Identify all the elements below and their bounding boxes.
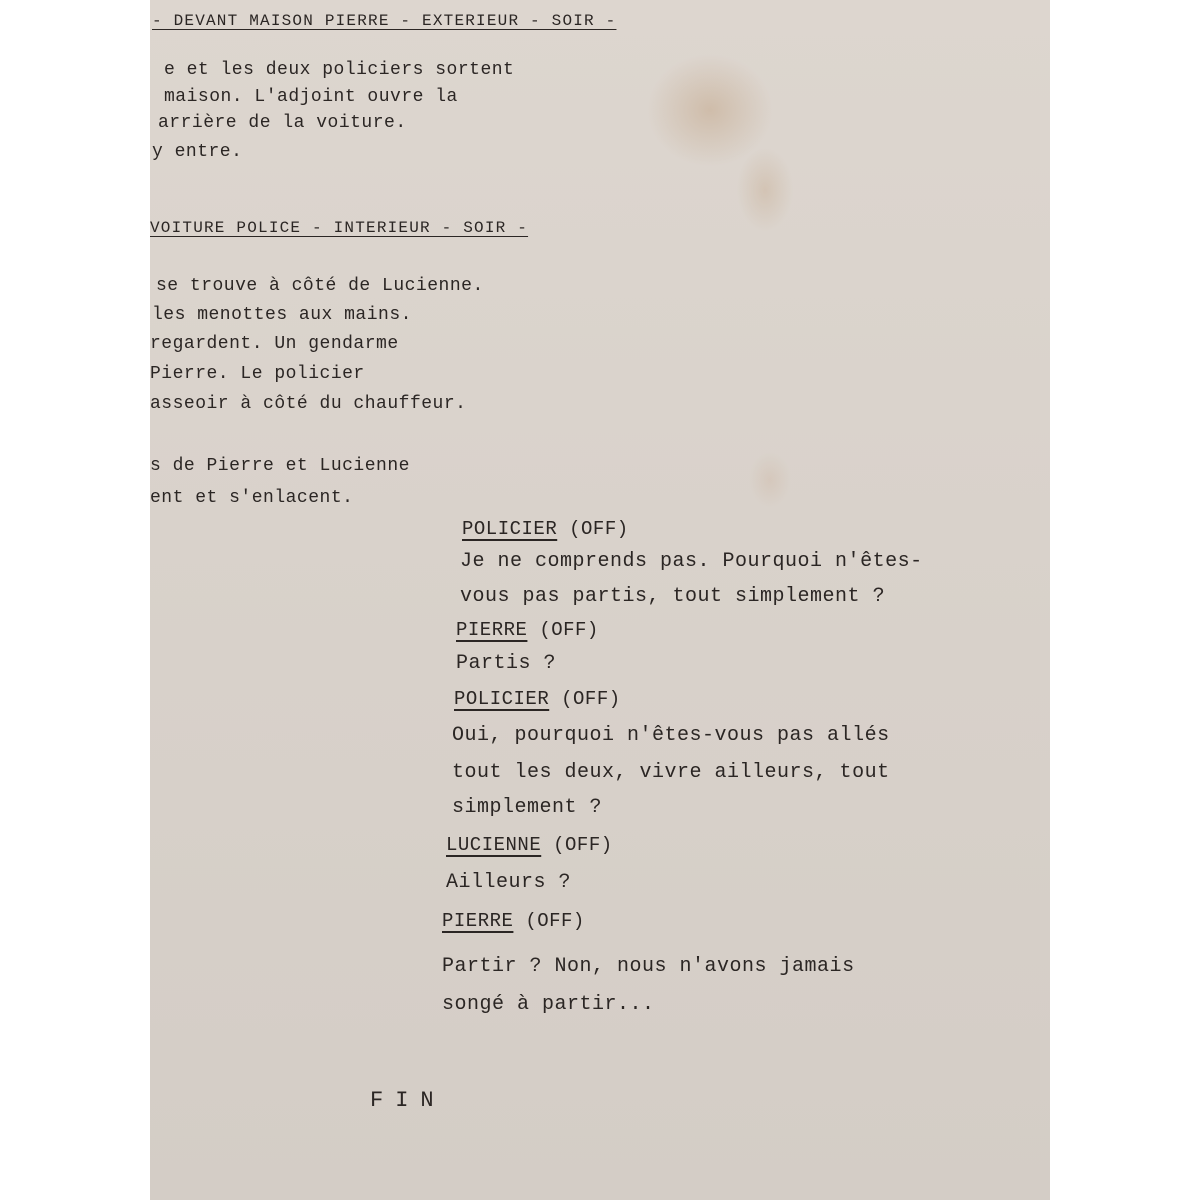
action-line: y entre. xyxy=(152,142,243,162)
dialogue-line: vous pas partis, tout simplement ? xyxy=(460,585,886,608)
action-line: maison. L'adjoint ouvre la xyxy=(164,87,458,107)
speaker-extension: (OFF) xyxy=(539,619,599,641)
action-line: ent et s'enlacent. xyxy=(150,488,354,508)
action-line: se trouve à côté de Lucienne. xyxy=(156,276,484,296)
dialogue-line: Partis ? xyxy=(456,652,557,675)
speaker-extension: (OFF) xyxy=(569,518,629,540)
end-marker: FIN xyxy=(370,1088,446,1113)
speaker-cue xyxy=(442,910,585,932)
action-line: Pierre. Le policier xyxy=(150,364,365,384)
speaker-extension: (OFF) xyxy=(561,688,621,710)
action-line: e et les deux policiers sortent xyxy=(164,60,515,80)
action-line: regardent. Un gendarme xyxy=(150,334,399,354)
speaker-extension: (OFF) xyxy=(525,910,585,932)
action-line: s de Pierre et Lucienne xyxy=(150,456,410,476)
speaker-cue xyxy=(454,688,621,710)
dialogue-line: Ailleurs ? xyxy=(446,871,572,894)
dialogue-line: Partir ? Non, nous n'avons jamais xyxy=(442,955,855,978)
dialogue-line: simplement ? xyxy=(452,796,603,819)
action-line: les menottes aux mains. xyxy=(152,305,412,325)
speaker-extension: (OFF) xyxy=(553,834,613,856)
scene-heading-2: VOITURE POLICE - INTERIEUR - SOIR - xyxy=(150,219,529,237)
speaker-name: PIERRE xyxy=(456,619,528,641)
speaker-name: POLICIER xyxy=(462,518,558,540)
action-line: asseoir à côté du chauffeur. xyxy=(150,394,467,414)
speaker-name: PIERRE xyxy=(442,910,514,932)
scene-heading-1: - DEVANT MAISON PIERRE - EXTERIEUR - SOIR - xyxy=(152,12,617,30)
speaker-cue xyxy=(462,518,629,540)
dialogue-line: Je ne comprends pas. Pourquoi n'êtes- xyxy=(460,550,923,573)
dialogue-line: tout les deux, vivre ailleurs, tout xyxy=(452,761,890,784)
speaker-cue xyxy=(456,619,599,641)
speaker-name: LUCIENNE xyxy=(446,834,542,856)
dialogue-line: Oui, pourquoi n'êtes-vous pas allés xyxy=(452,724,890,747)
dialogue-line: songé à partir... xyxy=(442,993,655,1016)
speaker-cue xyxy=(446,834,613,856)
speaker-name: POLICIER xyxy=(454,688,550,710)
action-line: arrière de la voiture. xyxy=(158,113,407,133)
script-page xyxy=(150,0,1050,1200)
